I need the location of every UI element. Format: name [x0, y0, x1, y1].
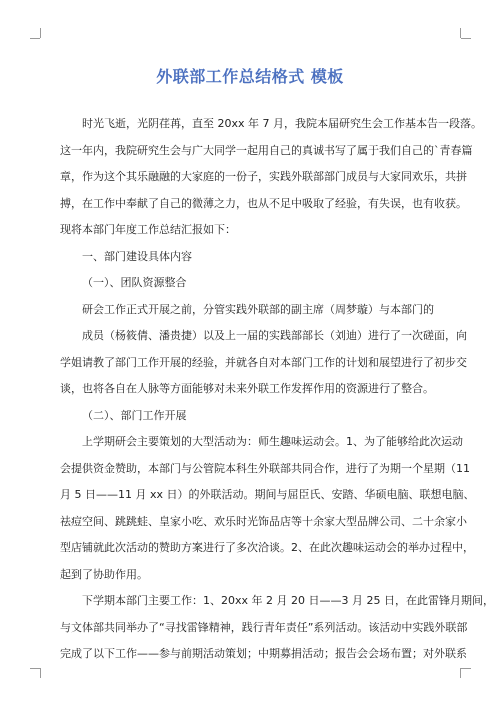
paragraph-line: 下学期本部门主要工作：1、20xx 年 2 月 20 日——3 月 25 日，在此雷锋月期间，	[82, 594, 494, 607]
paragraph-line: 成员（杨筱倩、潘贵捷）以及上一届的实践部部长（刘迪）进行了一次磋面，向	[82, 329, 467, 342]
crop-mark-bottom-right-vertical	[460, 668, 461, 678]
paragraph-line: 现将本部门年度工作总结汇报如下：	[60, 223, 236, 236]
paragraph-line: 这一年内，我院研究生会与广大同学一起用自己的真诚书写了属于我们自己的`青春篇	[60, 143, 473, 157]
paragraph-line: 与文体部共同举办了“寻找雷锋精神，践行青年责任”系列活动。该活动中实践外联部	[60, 620, 468, 634]
paragraph-line: 会提供资金赞助，本部门与公管院本科生外联部共同合作，进行了为期一个星期（11	[60, 461, 470, 475]
crop-mark-bottom-left-horizontal	[30, 668, 40, 669]
crop-mark-top-right-horizontal	[461, 38, 471, 39]
crop-mark-bottom-right-horizontal	[461, 668, 471, 669]
paragraph-line: 搏，在工作中奉献了自己的微薄之力，也从不足中吸取了经验，有失误，也有收获。	[60, 196, 467, 210]
paragraph-line: 时光飞逝，光阴荏苒，直至 20xx 年 7 月，我院本届研究生会工作基本告一段落。	[82, 117, 482, 130]
paragraph-line: 一、部门建设具体内容	[82, 249, 192, 263]
paragraph-line: 谈，也将各自在人脉等方面能够对未来外联工作发挥作用的资源进行了整合。	[60, 382, 434, 395]
paragraph-line: 完成了以下工作——参与前期活动策划；中期募捐活动；报告会会场布置；对外联系	[60, 647, 467, 660]
paragraph-line: 祛痘空间、跳跳蛙、皇家小吃、欢乐时光饰品店等十余家大型品牌公司、二十余家小	[60, 514, 467, 528]
document-title: 外联部工作总结格式 模板	[156, 67, 344, 86]
paragraph-line: 研会工作正式开展之前，分管实践外联部的副主席（周梦璇）与本部门的	[82, 302, 434, 316]
paragraph-line: 上学期研会主要策划的大型活动为：师生趣味运动会。1、为了能够给此次运动	[82, 435, 463, 448]
paragraph-line: 月 5 日——11 月 xx 日）的外联活动。期间与屈臣氏、安踏、华硕电脑、联想电脑、	[60, 488, 475, 501]
crop-mark-top-left-vertical	[40, 28, 41, 38]
crop-mark-top-left-horizontal	[30, 38, 40, 39]
paragraph-line: （二）、部门工作开展	[82, 408, 187, 422]
document-body	[60, 111, 494, 668]
paragraph-line: 章，作为这个其乐融融的大家庭的一份子，实践外联部部门成员与大家同欢乐，共拼	[60, 170, 467, 183]
crop-mark-bottom-left-vertical	[40, 668, 41, 678]
paragraph-line: （一）、团队资源整合	[82, 276, 187, 289]
crop-mark-top-right-vertical	[460, 28, 461, 38]
paragraph-line: 起到了协助作用。	[60, 567, 148, 581]
paragraph-line: 学姐请教了部门工作开展的经验，并就各自对本部门工作的计划和展望进行了初步交	[60, 355, 467, 369]
paragraph-line: 型店铺就此次活动的赞助方案进行了多次洽谈。2、在此次趣味运动会的举办过程中，	[60, 541, 474, 554]
